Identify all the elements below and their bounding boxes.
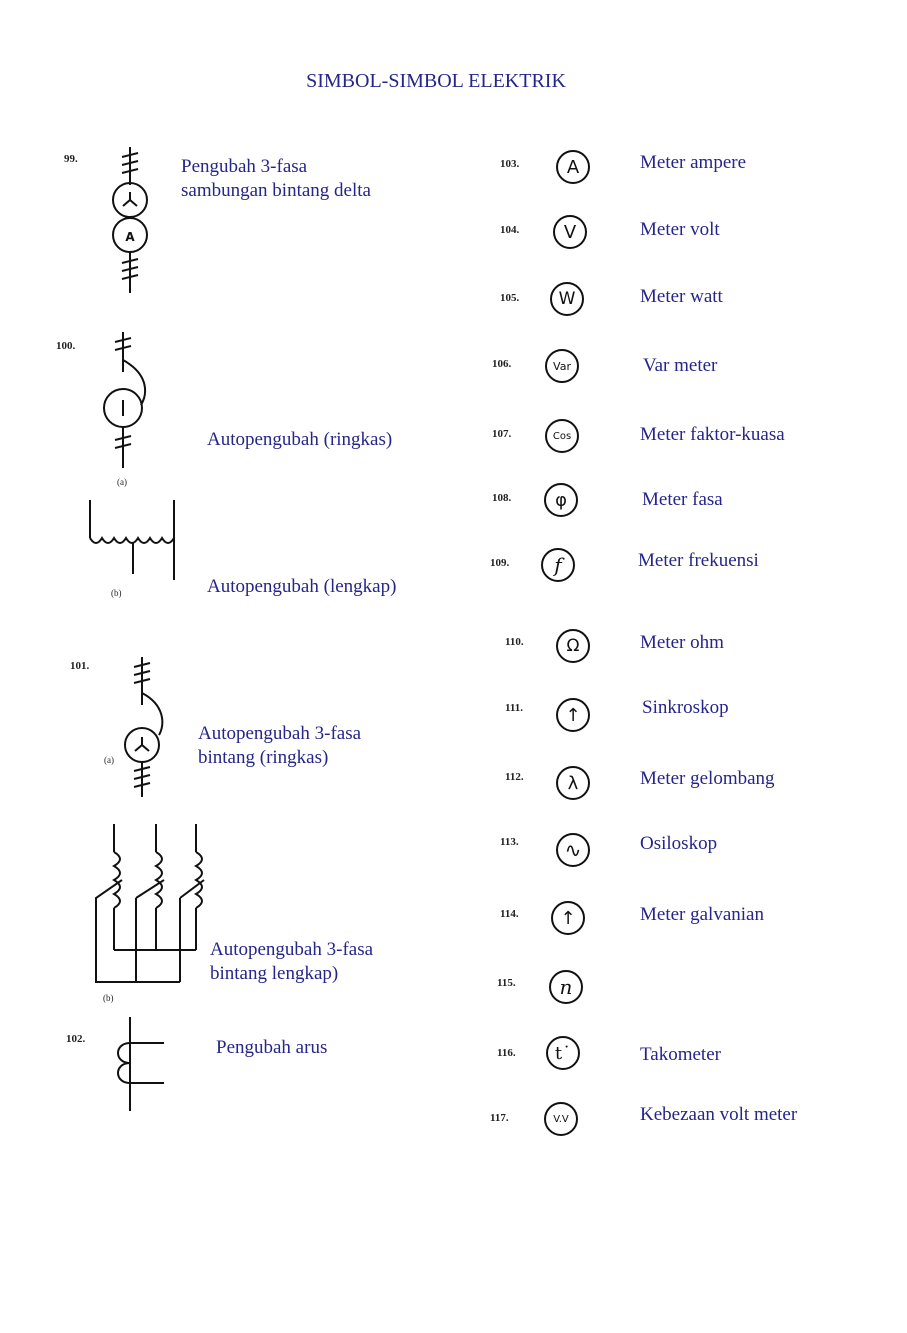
item-number-99: 99. xyxy=(64,153,78,165)
item-number-106: 106. xyxy=(492,358,512,370)
label-100b: Autopengubah (lengkap) xyxy=(207,576,397,597)
autotransformer-full-icon xyxy=(85,498,190,583)
label-110: Meter ohm xyxy=(640,632,724,653)
label-113: Osiloskop xyxy=(640,833,718,854)
three-phase-star-autotransformer-full-icon xyxy=(92,822,217,992)
ohmmeter-icon: Ω xyxy=(556,629,590,663)
label-112: Meter gelombang xyxy=(640,768,775,789)
svg-text:A: A xyxy=(125,230,135,244)
item-number-114: 114. xyxy=(500,908,519,920)
label-102: Pengubah arus xyxy=(216,1037,328,1058)
label-101b-line1: Autopengubah 3-fasa xyxy=(210,939,374,960)
label-101a-line2: bintang (ringkas) xyxy=(198,747,329,768)
label-99-line1: Pengubah 3-fasa xyxy=(181,156,308,177)
item-number-115: 115. xyxy=(497,977,516,989)
item-number-117: 117. xyxy=(490,1112,509,1124)
three-phase-star-autotransformer-simple-icon xyxy=(115,655,175,800)
item-number-104: 104. xyxy=(500,224,520,236)
power-factor-meter-icon: Cos xyxy=(545,419,579,453)
sub-label-100a: (a) xyxy=(117,477,127,487)
wattmeter-icon: W xyxy=(550,282,584,316)
label-107: Meter faktor-kuasa xyxy=(640,424,785,445)
item-number-108: 108. xyxy=(492,492,512,504)
page-title: SIMBOL-SIMBOL ELEKTRIK xyxy=(306,70,566,92)
item-number-103: 103. xyxy=(500,158,520,170)
item-number-105: 105. xyxy=(500,292,520,304)
tachometer-icon: t˙ xyxy=(546,1036,580,1070)
item-number-101: 101. xyxy=(70,660,90,672)
n-meter-icon: n xyxy=(549,970,583,1004)
label-116: Takometer xyxy=(640,1044,721,1065)
item-number-107: 107. xyxy=(492,428,512,440)
ammeter-icon: A xyxy=(556,150,590,184)
item-number-116: 116. xyxy=(497,1047,516,1059)
label-108: Meter fasa xyxy=(642,489,723,510)
autotransformer-simple-icon xyxy=(95,330,165,470)
label-104: Meter volt xyxy=(640,219,720,240)
label-99-line2: sambungan bintang delta xyxy=(181,180,371,201)
sub-label-101b: (b) xyxy=(103,993,114,1003)
oscilloscope-icon: ∿ xyxy=(556,833,590,867)
label-114: Meter galvanian xyxy=(640,904,764,925)
item-number-111: 111. xyxy=(505,702,524,714)
var-meter-icon: Var xyxy=(545,349,579,383)
wave-meter-icon: λ xyxy=(556,766,590,800)
sub-label-101a: (a) xyxy=(104,755,114,765)
item-number-109: 109. xyxy=(490,557,510,569)
sub-label-100b: (b) xyxy=(111,588,122,598)
item-number-113: 113. xyxy=(500,836,519,848)
synchroscope-icon: ↑ xyxy=(556,698,590,732)
voltmeter-icon: V xyxy=(553,215,587,249)
label-103: Meter ampere xyxy=(640,152,747,173)
differential-voltmeter-icon: V.V xyxy=(544,1102,578,1136)
frequency-meter-icon: f xyxy=(541,548,575,582)
phase-meter-icon: φ xyxy=(544,483,578,517)
label-101b-line2: bintang lengkap) xyxy=(210,963,339,984)
current-transformer-icon xyxy=(112,1015,172,1115)
label-109: Meter frekuensi xyxy=(638,550,759,571)
galvanometer-icon: ↑ xyxy=(551,901,585,935)
label-106: Var meter xyxy=(643,355,718,376)
label-101a-line1: Autopengubah 3-fasa xyxy=(198,723,362,744)
label-100a: Autopengubah (ringkas) xyxy=(207,429,393,450)
item-number-110: 110. xyxy=(505,636,524,648)
label-117: Kebezaan volt meter xyxy=(640,1104,798,1125)
item-number-102: 102. xyxy=(66,1033,86,1045)
three-phase-star-delta-transformer-icon xyxy=(100,145,160,295)
item-number-112: 112. xyxy=(505,771,524,783)
label-111: Sinkroskop xyxy=(642,697,729,718)
item-number-100: 100. xyxy=(56,340,76,352)
label-105: Meter watt xyxy=(640,286,723,307)
